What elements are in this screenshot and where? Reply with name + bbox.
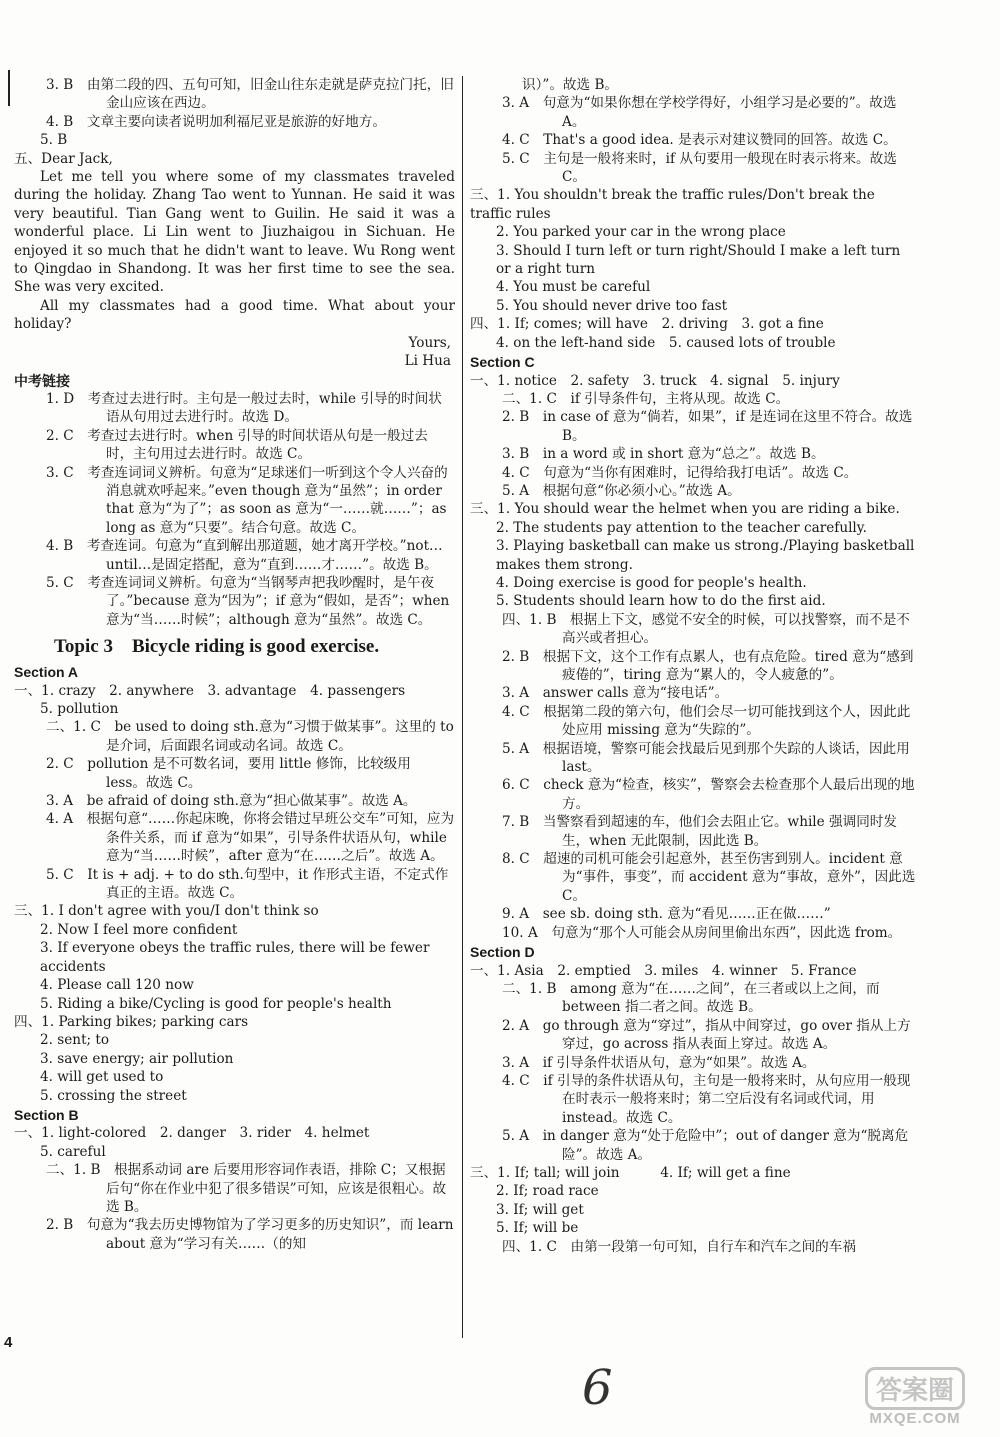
answer-line: 3. A be afraid of doing sth.意为“担心做某事”。故选 A。: [46, 793, 417, 810]
zhongkao-answers: [14, 390, 455, 629]
answer-line: 2. C pollution 是不可数名词，要用 little 修饰，比较级用 less。故选 C。: [46, 756, 411, 791]
answer-line: 4. B 文章主要向读者说明加利福尼亚是旅游的好地方。: [46, 113, 386, 130]
answer-line: 二、1. C be used to doing sth.意为“习惯于做某事”。这里的 to 是介词，后面跟名词或动名词。故选 C。: [46, 719, 454, 754]
answer-line: 2. C 考查过去进行时。when 引导的时间状语从句是一般过去时，主句用过去进行时。故选 C。: [46, 427, 428, 463]
answer-line: 10. A 句意为“那个人可能会从房间里偷出东西”，因此选 from。: [502, 924, 902, 941]
column-divider: [462, 76, 463, 1338]
answer-line: 4. C if 引导的条件状语从句，主句是一般将来时，从句应用一般现在时表示一般将来时；第二空后没有名词或代词，用 instead。故选 C。: [502, 1072, 911, 1126]
answer-line: 5. pollution: [40, 701, 119, 717]
answer-line: 二、1. B among 意为“在……之间”，在三者或以上之间，而 between 指二者之间。故选 B。: [502, 980, 880, 1016]
answer-line: 4. C 句意为“当你有困难时，记得给我打电话”。故选 C。: [502, 464, 858, 481]
answer-line: 四、1. C 由第一段第一句可知，自行车和汽车之间的车祸: [502, 1238, 856, 1255]
answer-line: 2. sent; to: [40, 1032, 110, 1049]
answer-line: 一、1. notice 2. safety 3. truck 4. signal 5. injury: [470, 372, 840, 389]
section-c-answers: [470, 372, 916, 943]
margin-bar: [8, 70, 10, 106]
answer-line: 5. B: [40, 132, 68, 149]
answer-line: 5. C 考查连词词义辨析。句意为“当钢琴声把我吵醒时，是午夜了。”because 意为“因为”；if 意为“假如，是否”；when 意为“当……时候”；although 意为“虽然”。故选 C。: [46, 574, 450, 628]
answer-line: 5. A in danger 意为“处于危险中”；out of danger 意为“脱离危险”。故选 A。: [502, 1128, 909, 1163]
zhongkao-heading: 中考链接: [14, 372, 70, 389]
section-c-heading: Section C: [470, 354, 535, 371]
topic-title: Topic 3 Bicycle riding is good exercise.: [54, 636, 380, 658]
answer-line: 2. A go through 意为“穿过”，指从中间穿过，go over 指从上方穿过，go across 指从表面上穿过。故选 A。: [502, 1017, 911, 1053]
answer-line: 5. crossing the street: [40, 1087, 187, 1104]
answer-line: 四、1. B 根据上下文，感觉不安全的时候，可以找警察，而不是不高兴或者担心。: [502, 611, 910, 647]
answer-line: 1. D 考查过去进行时。主句是一般过去时，while 引导的时间状语从句用过去进行时。故选 D。: [46, 390, 442, 426]
section-a-answers: [14, 682, 455, 1105]
answer-line: 一、1. Asia 2. emptied 3. miles 4. winner 5. France: [470, 962, 857, 979]
answer-line: 三、1. You shouldn't break the traffic rules/Don't break the traffic rules: [470, 187, 875, 222]
letter-signature: Li Hua: [404, 353, 451, 370]
answer-line: 4. B 考查连词。句意为“直到解出那道题，她才离开学校。”not…until…是固定搭配，意为“直到……才……”。故选 B。: [46, 538, 443, 573]
answer-line: 2. Now I feel more confident: [40, 921, 238, 938]
answer-line: 3. C 考查连词词义辨析。句意为“足球迷们一听到这个令人兴奋的消息就欢呼起来。”even though 意为“虽然”；in order that 意为“为了”；as soon as 意为“一……就……”；as long as 意为“只要”。结合句意。故选 C。: [46, 464, 448, 536]
answer-line: 4. A 根据句意“……你起床晚，你将会错过早班公交车”可知，应为条件关系，而 if 意为“如果”，引导条件状语从句，while 意为“当……时候”，after 意为“在……之后”。故选 A。: [46, 811, 455, 865]
answer-line: 3. Should I turn left or turn right/Should I make a left turn or a right turn: [496, 242, 901, 278]
left-answers-top: [14, 76, 455, 168]
answer-line: 7. B 当警察看到超速的车，他们会去阻止它。while 强调同时发生，when 无此限制，因此选 B。: [502, 814, 897, 849]
watermark: [840, 1367, 990, 1429]
section-b-heading: Section B: [14, 1106, 79, 1123]
answer-line: 四、1. If; comes; will have 2. driving 3. got a fine: [470, 316, 824, 333]
answer-line: 4. C 根据第二段的第六句，他们会尽一切可能找到这个人，因此此处应用 missing 意为“失踪的”。: [502, 703, 911, 739]
right-answers-top: [470, 76, 916, 352]
answer-line: 5. A 根据句意“你必须小心。”故选 A。: [502, 482, 741, 499]
answer-line: 5. Riding a bike/Cycling is good for people's health: [40, 995, 392, 1012]
left-column: [14, 76, 455, 1327]
right-column: [470, 76, 916, 1327]
answer-line: 2. B in case of 意为“倘若，如果”，if 是连词在这里不符合。故选 B。: [502, 409, 913, 444]
watermark-site: MXQE.COM: [869, 1410, 961, 1427]
answer-line: 5. A 根据语境，警察可能会找最后见到那个失踪的人谈话，因此用 last。: [502, 740, 910, 776]
answer-line: 五、Dear Jack,: [14, 150, 113, 167]
answer-line: 4. will get used to: [40, 1069, 164, 1086]
answer-line: 三、1. If; tall; will join 4. If; will get a fine: [470, 1164, 791, 1181]
answer-line: 3. A 句意为“如果你想在学校学得好，小组学习是必要的”。故选 A。: [502, 95, 897, 130]
answer-line: 三、1. I don't agree with you/I don't think so: [14, 903, 319, 920]
answer-line: 4. Please call 120 now: [40, 977, 194, 994]
answer-line: 二、1. C if 引导条件句，主将从现。故选 C。: [502, 390, 790, 407]
section-b-answers: [14, 1124, 455, 1253]
answer-line: 5. If; will be: [496, 1220, 579, 1237]
answer-line: 一、1. light-colored 2. danger 3. rider 4. helmet: [14, 1125, 370, 1142]
answer-line: 2. B 根据下文，这个工作有点累人，也有点危险。tired 意为“感到疲倦的”，tiring 意为“累人的，令人疲惫的”。: [502, 648, 914, 683]
answer-line: 8. C 超速的司机可能会引起意外，甚至伤害到别人。incident 意为“事件，事变”，而 accident 意为“事故，意外”，因此选 C。: [502, 851, 916, 904]
section-d-answers: [470, 962, 916, 1257]
page-number: 4: [4, 1334, 13, 1351]
answer-line: 4. on the left-hand side 5. caused lots of trouble: [496, 334, 836, 351]
answer-line: 4. You must be careful: [496, 279, 651, 296]
answer-line: 三、1. You should wear the helmet when you are riding a bike.: [470, 501, 900, 518]
answer-line: 5. You should never drive too fast: [496, 297, 728, 314]
letter: [14, 168, 455, 370]
answer-line: 4. Doing exercise is good for people's health.: [496, 574, 807, 591]
answer-line: 5. Students should learn how to do the first aid.: [496, 593, 826, 610]
answer-line: 5. careful: [40, 1143, 106, 1160]
handwritten-mark: 6: [582, 1360, 613, 1416]
answer-line: 3. A if 引导条件状语从句，意为“如果”。故选 A。: [502, 1054, 816, 1071]
watermark-logo: 答案圈: [865, 1367, 965, 1410]
answer-line: 3. If everyone obeys the traffic rules, there will be fewer accidents: [40, 940, 430, 975]
answer-line: 5. C 主句是一般将来时，if 从句要用一般现在时表示将来。故选 C。: [502, 150, 897, 186]
answer-line: 四、1. Parking bikes; parking cars: [14, 1013, 249, 1030]
answer-line: 一、1. crazy 2. anywhere 3. advantage 4. passengers: [14, 682, 406, 699]
answer-line: 5. C It is + adj. + to do sth.句型中，it 作形式主语，不定式作真正的主语。故选 C。: [46, 866, 449, 902]
answer-line: 3. Playing basketball can make us strong./Playing basketball makes them strong.: [496, 538, 915, 573]
answer-line: 识）”。故选 B。: [522, 77, 619, 93]
letter-paragraph-1: Let me tell you where some of my classmates traveled during the holiday. Zhang Tao went to Yunnan. He said it was very beautiful. Tian Gang went to Guilin. He said it was a wonderful place. Li Lin went to Jiuzhaigou in Sichuan. He enjoyed it so much that he didn't want to leave. Wu Rong went to Qingdao in Shandong. It was her first time to see the sea. She was very excited.: [14, 169, 455, 296]
answer-line: 3. B in a word 或 in short 意为“总之”。故选 B。: [502, 446, 825, 463]
answer-line: 4. C That's a good idea. 是表示对建议赞同的回答。故选 C。: [502, 132, 897, 149]
letter-closing: Yours,: [408, 334, 451, 351]
answer-line: 2. The students pay attention to the teacher carefully.: [496, 519, 867, 536]
answer-line: 2. You parked your car in the wrong place: [496, 224, 786, 241]
answer-line: 3. B 由第二段的四、五句可知，旧金山往东走就是萨克拉门托，旧金山应该在西边。: [46, 77, 454, 112]
answer-line: 9. A see sb. doing sth. 意为“看见……正在做……”: [502, 906, 831, 923]
section-d-heading: Section D: [470, 944, 535, 961]
answer-line: 2. B 句意为“我去历史博物馆为了学习更多的历史知识”，而 learn about 意为“学习有关……（的知: [46, 1217, 454, 1252]
answer-line: 二、1. B 根据系动词 are 后要用形容词作表语，排除 C；又根据后句“你在作业中犯了很多错误”可知，应该是很粗心。故选 B。: [46, 1162, 447, 1215]
answer-line: 3. If; will get: [496, 1201, 584, 1218]
answer-line: 2. If; road race: [496, 1183, 599, 1200]
answer-line: 3. save energy; air pollution: [40, 1050, 234, 1067]
answer-line: 3. A answer calls 意为“接电话”。: [502, 685, 729, 702]
answer-line: 6. C check 意为“检查，核实”，警察会去检查那个人最后出现的地方。: [502, 777, 915, 812]
letter-paragraph-2: All my classmates had a good time. What about your holiday?: [14, 297, 455, 333]
section-a-heading: Section A: [14, 664, 79, 681]
